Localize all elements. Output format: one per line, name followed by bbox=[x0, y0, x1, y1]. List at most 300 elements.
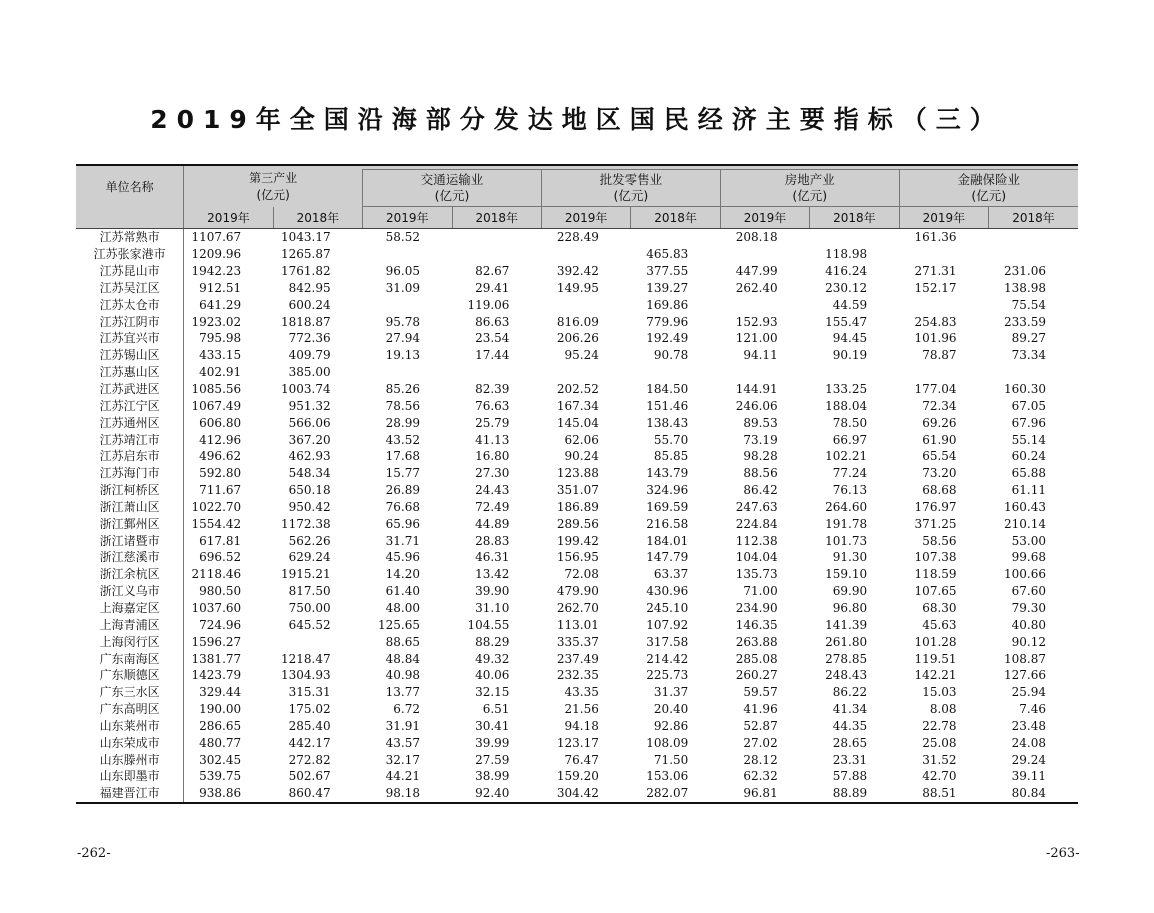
value-cell: 465.83 bbox=[646, 247, 689, 262]
value-cell: 367.20 bbox=[288, 432, 331, 447]
value-cell: 462.93 bbox=[288, 449, 331, 464]
value-cell: 58.56 bbox=[922, 533, 957, 548]
value-cell: 66.97 bbox=[832, 432, 868, 447]
value-cell: 151.46 bbox=[646, 398, 689, 413]
value-cell: 71.00 bbox=[743, 584, 778, 599]
value-cell: 278.85 bbox=[825, 651, 868, 666]
value-cell: 232.35 bbox=[556, 668, 599, 683]
value-cell: 696.52 bbox=[184, 549, 273, 566]
row-name-cell: 福建晋江市 bbox=[76, 785, 184, 803]
value-cell: 155.47 bbox=[825, 314, 868, 329]
group-unit-2: (亿元) bbox=[613, 188, 649, 203]
value-cell: 82.67 bbox=[475, 264, 510, 279]
value-cell: 45.63 bbox=[922, 617, 957, 632]
value-cell: 145.04 bbox=[556, 415, 599, 430]
value-cell bbox=[899, 296, 988, 313]
year-header-3-1: 2018年 bbox=[810, 207, 899, 229]
value-cell: 315.31 bbox=[288, 685, 331, 700]
year-header-0-0: 2019年 bbox=[184, 207, 273, 229]
value-cell: 40.06 bbox=[475, 668, 510, 683]
value-cell: 248.43 bbox=[825, 668, 868, 683]
value-cell: 21.56 bbox=[564, 702, 599, 717]
value-cell: 980.50 bbox=[184, 583, 273, 600]
row-name-cell: 广东三水区 bbox=[99, 685, 160, 700]
value-cell: 20.40 bbox=[653, 702, 689, 717]
value-cell: 88.56 bbox=[743, 466, 778, 481]
row-header-cell: 单位名称 bbox=[76, 165, 184, 207]
row-name-cell: 江苏惠山区 bbox=[99, 365, 160, 380]
value-cell: 90.19 bbox=[832, 348, 868, 363]
value-cell: 133.25 bbox=[825, 382, 868, 397]
row-name-cell: 江苏吴江区 bbox=[99, 280, 160, 295]
value-cell: 951.32 bbox=[288, 398, 331, 413]
year-header-4-1: 2018年 bbox=[989, 207, 1078, 229]
table-row bbox=[76, 583, 1078, 600]
value-cell: 92.86 bbox=[653, 718, 689, 733]
value-cell bbox=[810, 229, 899, 246]
value-cell: 68.30 bbox=[922, 600, 957, 615]
value-cell: 779.96 bbox=[646, 314, 689, 329]
value-cell: 214.42 bbox=[646, 651, 689, 666]
value-cell: 1942.23 bbox=[184, 263, 273, 280]
value-cell: 377.55 bbox=[646, 264, 689, 279]
value-cell: 25.94 bbox=[1011, 685, 1046, 700]
value-cell: 142.21 bbox=[914, 668, 957, 683]
value-cell: 261.80 bbox=[825, 634, 868, 649]
value-cell: 1923.02 bbox=[184, 313, 273, 330]
value-cell: 90.24 bbox=[564, 449, 599, 464]
value-cell: 41.96 bbox=[743, 702, 778, 717]
value-cell: 92.40 bbox=[452, 785, 541, 803]
group-unit-1: (亿元) bbox=[434, 188, 470, 203]
value-cell: 816.09 bbox=[556, 314, 599, 329]
value-cell: 13.77 bbox=[385, 685, 421, 700]
table-row bbox=[76, 414, 1078, 431]
value-cell bbox=[989, 246, 1078, 263]
value-cell: 1003.74 bbox=[280, 382, 331, 397]
value-cell: 28.12 bbox=[743, 752, 778, 767]
value-cell: 61.40 bbox=[385, 584, 421, 599]
value-cell: 123.88 bbox=[556, 466, 599, 481]
value-cell: 90.78 bbox=[653, 348, 689, 363]
value-cell: 912.51 bbox=[184, 280, 273, 297]
value-cell: 72.08 bbox=[564, 567, 599, 582]
value-cell: 206.26 bbox=[556, 331, 599, 346]
value-cell: 62.32 bbox=[743, 769, 778, 784]
value-cell: 1381.77 bbox=[184, 650, 273, 667]
value-cell: 271.31 bbox=[914, 264, 957, 279]
value-cell: 23.54 bbox=[475, 331, 510, 346]
value-cell: 264.60 bbox=[825, 499, 868, 514]
group-name-4: 金融保险业 bbox=[957, 172, 1021, 187]
value-cell: 143.79 bbox=[646, 466, 689, 481]
value-cell: 216.58 bbox=[646, 516, 689, 531]
value-cell: 724.96 bbox=[184, 616, 273, 633]
value-cell: 32.15 bbox=[475, 685, 510, 700]
table-row bbox=[76, 431, 1078, 448]
row-name-cell: 广东高明区 bbox=[99, 702, 160, 717]
value-cell: 76.68 bbox=[385, 499, 421, 514]
row-name-cell: 浙江余杭区 bbox=[99, 567, 160, 582]
value-cell: 167.34 bbox=[556, 398, 599, 413]
value-cell: 38.99 bbox=[475, 769, 510, 784]
value-cell: 46.31 bbox=[475, 550, 510, 565]
value-cell bbox=[541, 246, 630, 263]
value-cell bbox=[631, 229, 720, 246]
value-cell: 234.90 bbox=[735, 600, 778, 615]
table-row bbox=[76, 465, 1078, 482]
value-cell: 1037.60 bbox=[184, 600, 273, 617]
value-cell: 96.05 bbox=[385, 264, 421, 279]
value-cell: 138.43 bbox=[646, 415, 689, 430]
table-header bbox=[76, 165, 1078, 229]
value-cell: 146.35 bbox=[735, 617, 778, 632]
value-cell: 94.45 bbox=[832, 331, 868, 346]
value-cell: 73.19 bbox=[743, 432, 778, 447]
value-cell: 73.34 bbox=[1011, 348, 1046, 363]
value-cell: 351.07 bbox=[556, 483, 599, 498]
value-cell: 6.72 bbox=[393, 702, 421, 717]
value-cell: 62.06 bbox=[564, 432, 599, 447]
value-cell: 1265.87 bbox=[280, 247, 331, 262]
value-cell: 149.95 bbox=[556, 280, 599, 295]
value-cell: 23.31 bbox=[832, 752, 868, 767]
value-cell: 176.97 bbox=[914, 499, 957, 514]
value-cell: 282.07 bbox=[631, 785, 720, 803]
table-row bbox=[76, 785, 1078, 803]
row-name-cell: 江苏江阴市 bbox=[99, 314, 160, 329]
year-header-row bbox=[76, 207, 1078, 229]
value-cell: 2118.46 bbox=[184, 566, 273, 583]
value-cell: 263.88 bbox=[735, 634, 778, 649]
value-cell: 23.48 bbox=[1011, 718, 1046, 733]
value-cell: 95.24 bbox=[564, 348, 599, 363]
value-cell: 412.96 bbox=[184, 431, 273, 448]
row-name-cell: 浙江慈溪市 bbox=[99, 550, 160, 565]
value-cell bbox=[989, 229, 1078, 246]
value-cell: 19.13 bbox=[385, 348, 421, 363]
group-header-1 bbox=[363, 170, 542, 207]
year-header-3-0: 2019年 bbox=[720, 207, 809, 229]
value-cell bbox=[363, 364, 452, 381]
value-cell: 416.24 bbox=[825, 264, 868, 279]
value-cell: 86.22 bbox=[832, 685, 868, 700]
group-unit-0: (亿元) bbox=[256, 188, 290, 203]
value-cell: 61.90 bbox=[922, 432, 957, 447]
value-cell bbox=[452, 246, 541, 263]
value-cell: 169.86 bbox=[646, 297, 689, 312]
value-cell: 31.91 bbox=[385, 718, 421, 733]
value-cell: 8.08 bbox=[929, 702, 957, 717]
value-cell: 228.49 bbox=[556, 230, 599, 245]
value-cell: 1085.56 bbox=[184, 381, 273, 398]
row-name-cell: 江苏靖江市 bbox=[99, 432, 160, 447]
table-row bbox=[76, 364, 1078, 381]
row-name-cell: 江苏海门市 bbox=[99, 466, 160, 481]
value-cell: 68.68 bbox=[922, 483, 957, 498]
value-cell: 39.90 bbox=[475, 584, 510, 599]
value-cell: 711.67 bbox=[184, 482, 273, 499]
value-cell: 371.25 bbox=[914, 516, 957, 531]
row-name-cell: 浙江萧山区 bbox=[99, 499, 160, 514]
value-cell: 169.59 bbox=[646, 499, 689, 514]
value-cell: 107.38 bbox=[914, 550, 957, 565]
value-cell: 88.51 bbox=[899, 785, 988, 803]
table-row bbox=[76, 734, 1078, 751]
value-cell: 89.27 bbox=[1011, 331, 1046, 346]
value-cell: 184.50 bbox=[646, 382, 689, 397]
value-cell: 562.26 bbox=[288, 533, 331, 548]
value-cell: 31.09 bbox=[385, 280, 421, 295]
row-name-cell: 江苏江宁区 bbox=[99, 398, 160, 413]
value-cell: 52.87 bbox=[743, 718, 778, 733]
value-cell: 6.51 bbox=[482, 702, 510, 717]
table-row bbox=[76, 313, 1078, 330]
value-cell: 88.65 bbox=[385, 634, 421, 649]
table-row bbox=[76, 515, 1078, 532]
value-cell: 58.52 bbox=[385, 230, 421, 245]
row-name-cell: 江苏通州区 bbox=[99, 415, 160, 430]
value-cell: 433.15 bbox=[184, 347, 273, 364]
value-cell: 94.11 bbox=[743, 348, 778, 363]
value-cell: 237.49 bbox=[556, 651, 599, 666]
value-cell: 795.98 bbox=[184, 330, 273, 347]
group-header-4 bbox=[899, 170, 1078, 207]
value-cell: 650.18 bbox=[288, 483, 331, 498]
value-cell: 98.28 bbox=[743, 449, 778, 464]
value-cell: 44.59 bbox=[832, 297, 868, 312]
value-cell: 108.87 bbox=[1004, 651, 1046, 666]
value-cell: 76.63 bbox=[475, 398, 510, 413]
value-cell: 25.79 bbox=[475, 415, 510, 430]
table-row bbox=[76, 482, 1078, 499]
value-cell bbox=[810, 364, 899, 381]
value-cell: 842.95 bbox=[288, 280, 331, 295]
row-name-cell: 上海青浦区 bbox=[99, 617, 160, 632]
table-row bbox=[76, 499, 1078, 516]
value-cell: 159.20 bbox=[556, 769, 599, 784]
value-cell: 104.55 bbox=[467, 617, 510, 632]
value-cell: 89.53 bbox=[743, 415, 778, 430]
value-cell: 101.73 bbox=[825, 533, 868, 548]
value-cell: 246.06 bbox=[735, 398, 778, 413]
value-cell: 14.20 bbox=[385, 567, 421, 582]
value-cell bbox=[720, 296, 809, 313]
value-cell bbox=[452, 229, 541, 246]
value-cell: 645.52 bbox=[288, 617, 331, 632]
year-header-blank bbox=[76, 207, 184, 229]
value-cell: 69.90 bbox=[832, 584, 868, 599]
value-cell: 1107.67 bbox=[184, 229, 273, 246]
value-cell: 447.99 bbox=[735, 264, 778, 279]
value-cell: 29.24 bbox=[1011, 752, 1046, 767]
table-row bbox=[76, 397, 1078, 414]
table-row bbox=[76, 330, 1078, 347]
table-row bbox=[76, 532, 1078, 549]
value-cell: 479.90 bbox=[556, 584, 599, 599]
row-name-cell: 江苏常熟市 bbox=[99, 230, 160, 245]
value-cell: 44.35 bbox=[832, 718, 868, 733]
value-cell: 69.26 bbox=[922, 415, 957, 430]
value-cell: 39.11 bbox=[1011, 769, 1046, 784]
value-cell: 31.10 bbox=[475, 600, 510, 615]
value-cell: 88.89 bbox=[810, 785, 899, 803]
value-cell: 304.42 bbox=[541, 785, 630, 803]
value-cell: 101.96 bbox=[914, 331, 957, 346]
table-row bbox=[76, 667, 1078, 684]
page-number-left: -262- bbox=[77, 846, 111, 861]
table-row bbox=[76, 650, 1078, 667]
value-cell: 160.30 bbox=[1004, 382, 1046, 397]
value-cell: 31.71 bbox=[385, 533, 421, 548]
value-cell bbox=[363, 246, 452, 263]
value-cell: 1423.79 bbox=[184, 667, 273, 684]
value-cell bbox=[989, 364, 1078, 381]
value-cell: 90.12 bbox=[1011, 634, 1046, 649]
value-cell: 102.21 bbox=[825, 449, 868, 464]
value-cell: 43.57 bbox=[385, 735, 421, 750]
value-cell: 262.70 bbox=[556, 600, 599, 615]
value-cell: 772.36 bbox=[288, 331, 331, 346]
value-cell: 938.86 bbox=[184, 785, 273, 803]
value-cell: 302.45 bbox=[184, 751, 273, 768]
value-cell: 85.85 bbox=[653, 449, 689, 464]
row-name-cell: 浙江诸暨市 bbox=[99, 533, 160, 548]
group-name-0: 第三产业 bbox=[249, 171, 298, 186]
value-cell: 40.80 bbox=[1011, 617, 1046, 632]
value-cell: 107.65 bbox=[914, 584, 957, 599]
value-cell: 22.78 bbox=[922, 718, 957, 733]
value-cell: 247.63 bbox=[735, 499, 778, 514]
value-cell: 28.99 bbox=[385, 415, 421, 430]
value-cell: 96.80 bbox=[832, 600, 868, 615]
value-cell: 600.24 bbox=[288, 297, 331, 312]
value-cell: 13.42 bbox=[475, 567, 510, 582]
value-cell: 192.49 bbox=[646, 331, 689, 346]
value-cell: 28.65 bbox=[832, 735, 868, 750]
table-body bbox=[76, 229, 1078, 803]
value-cell: 629.24 bbox=[288, 550, 331, 565]
value-cell: 101.28 bbox=[914, 634, 957, 649]
value-cell: 231.06 bbox=[1004, 264, 1046, 279]
value-cell bbox=[899, 364, 988, 381]
value-cell: 94.18 bbox=[564, 718, 599, 733]
value-cell: 139.27 bbox=[646, 280, 689, 295]
row-name-cell: 浙江鄞州区 bbox=[99, 516, 160, 531]
value-cell: 123.17 bbox=[556, 735, 599, 750]
value-cell: 24.43 bbox=[475, 483, 510, 498]
value-cell: 43.35 bbox=[564, 685, 599, 700]
value-cell: 254.83 bbox=[914, 314, 957, 329]
value-cell: 1554.42 bbox=[184, 515, 273, 532]
page-number-right: -263- bbox=[1046, 846, 1080, 861]
value-cell: 1043.17 bbox=[280, 230, 331, 245]
value-cell: 480.77 bbox=[184, 734, 273, 751]
table-row bbox=[76, 768, 1078, 785]
value-cell: 88.29 bbox=[475, 634, 510, 649]
value-cell: 71.50 bbox=[653, 752, 689, 767]
page-title: 2019年全国沿海部分发达地区国民经济主要指标（三） bbox=[150, 105, 1004, 134]
value-cell bbox=[273, 633, 362, 650]
value-cell: 1209.96 bbox=[184, 246, 273, 263]
value-cell: 48.84 bbox=[385, 651, 421, 666]
value-cell: 43.52 bbox=[385, 432, 421, 447]
value-cell: 224.84 bbox=[735, 516, 778, 531]
group-unit-3: (亿元) bbox=[792, 188, 828, 203]
value-cell: 91.30 bbox=[832, 550, 868, 565]
value-cell: 1818.87 bbox=[280, 314, 331, 329]
value-cell: 39.99 bbox=[475, 735, 510, 750]
value-cell: 272.82 bbox=[288, 752, 331, 767]
value-cell: 156.95 bbox=[556, 550, 599, 565]
value-cell: 817.50 bbox=[288, 584, 331, 599]
value-cell: 153.06 bbox=[646, 769, 689, 784]
value-cell: 285.08 bbox=[735, 651, 778, 666]
table-row bbox=[76, 263, 1078, 280]
value-cell: 67.60 bbox=[1011, 584, 1046, 599]
table-row bbox=[76, 246, 1078, 263]
table-row bbox=[76, 600, 1078, 617]
value-cell: 191.78 bbox=[825, 516, 868, 531]
value-cell: 7.46 bbox=[1019, 702, 1046, 717]
value-cell: 73.20 bbox=[922, 466, 957, 481]
value-cell bbox=[631, 364, 720, 381]
value-cell: 65.88 bbox=[1011, 466, 1046, 481]
value-cell: 95.78 bbox=[385, 314, 421, 329]
value-cell: 184.01 bbox=[646, 533, 689, 548]
value-cell: 210.14 bbox=[1004, 516, 1046, 531]
value-cell: 17.68 bbox=[385, 449, 421, 464]
value-cell: 1761.82 bbox=[280, 264, 331, 279]
value-cell: 72.49 bbox=[475, 499, 510, 514]
value-cell: 617.81 bbox=[184, 532, 273, 549]
value-cell: 233.59 bbox=[1004, 314, 1046, 329]
value-cell: 335.37 bbox=[556, 634, 599, 649]
year-header-4-0: 2019年 bbox=[899, 207, 988, 229]
table-row bbox=[76, 280, 1078, 297]
value-cell: 208.18 bbox=[735, 230, 778, 245]
value-cell: 385.00 bbox=[288, 365, 331, 380]
table-row bbox=[76, 751, 1078, 768]
row-name-cell: 江苏张家港市 bbox=[93, 247, 166, 262]
value-cell: 77.24 bbox=[832, 466, 868, 481]
value-cell: 329.44 bbox=[184, 684, 273, 701]
value-cell: 75.54 bbox=[1011, 297, 1046, 312]
group-unit-4: (亿元) bbox=[971, 188, 1007, 203]
group-name-2: 批发零售业 bbox=[599, 172, 663, 187]
value-cell: 59.57 bbox=[743, 685, 778, 700]
value-cell: 28.83 bbox=[475, 533, 510, 548]
value-cell: 592.80 bbox=[184, 465, 273, 482]
value-cell: 108.09 bbox=[646, 735, 689, 750]
value-cell: 53.00 bbox=[1011, 533, 1046, 548]
value-cell: 15.03 bbox=[922, 685, 957, 700]
value-cell: 17.44 bbox=[475, 348, 510, 363]
value-cell: 15.77 bbox=[385, 466, 421, 481]
value-cell: 55.70 bbox=[653, 432, 689, 447]
value-cell: 138.98 bbox=[1004, 280, 1046, 295]
year-header-1-0: 2019年 bbox=[363, 207, 452, 229]
value-cell: 80.84 bbox=[989, 785, 1078, 803]
value-cell: 262.40 bbox=[735, 280, 778, 295]
value-cell: 160.43 bbox=[1004, 499, 1046, 514]
value-cell: 1304.93 bbox=[280, 668, 331, 683]
value-cell: 49.32 bbox=[475, 651, 510, 666]
table-row bbox=[76, 717, 1078, 734]
value-cell bbox=[899, 246, 988, 263]
value-cell: 225.73 bbox=[646, 668, 689, 683]
value-cell: 30.41 bbox=[475, 718, 510, 733]
